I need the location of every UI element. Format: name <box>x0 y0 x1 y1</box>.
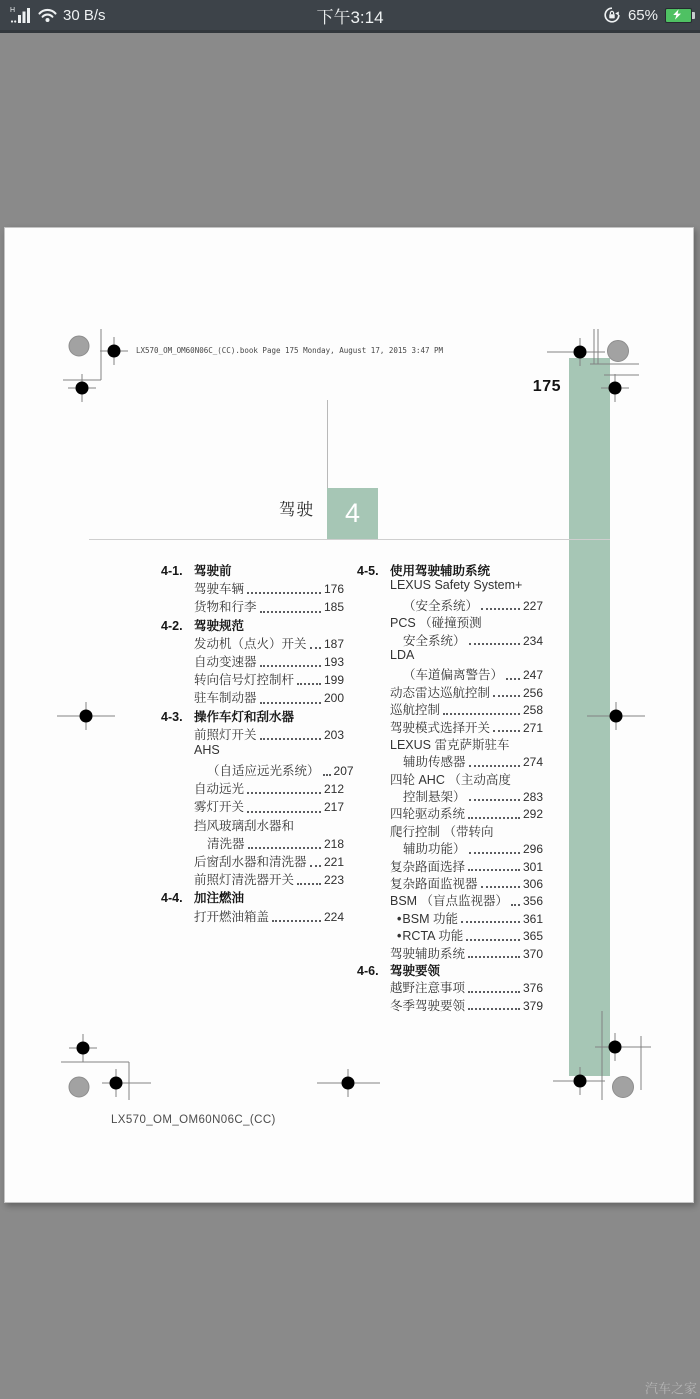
toc-entry-page: 187 <box>323 636 344 651</box>
dotted-leader <box>260 702 321 704</box>
toc-section-number: 4-2. <box>161 618 183 633</box>
dotted-leader <box>260 738 321 740</box>
toc-entry-title: 复杂路面监视器 <box>390 877 478 892</box>
toc-entry-title: 前照灯清洗器开关 <box>194 873 295 888</box>
toc-entry <box>357 839 543 856</box>
toc-entry <box>357 874 543 891</box>
toc-entry-page: 274 <box>522 755 543 770</box>
toc-entry-page: 223 <box>323 873 344 888</box>
toc-entry <box>357 787 543 804</box>
toc-entry-title: 自动远光 <box>194 782 245 797</box>
toc-column-left <box>161 561 354 925</box>
toc-entry <box>357 683 543 700</box>
toc-section-number: 4-5. <box>357 564 379 578</box>
toc-entry <box>357 996 543 1013</box>
toc-entry-page: 203 <box>323 727 344 742</box>
toc-entry <box>357 718 543 735</box>
toc-entry-page: 218 <box>323 836 344 851</box>
print-job-header: LX570_OM_OM60N06C_(CC).book Page 175 Monday, August 17, 2015 3:47 PM <box>136 346 444 355</box>
toc-entry-title: 辅助传感器 <box>403 755 466 770</box>
toc-entry-page: 296 <box>522 842 543 857</box>
toc-entry-title: 控制悬架） <box>403 790 466 805</box>
toc-entry <box>357 648 543 665</box>
toc-entry-title: 四轮 AHC （主动高度 <box>390 772 511 787</box>
dotted-leader <box>461 921 520 923</box>
toc-entry-title: AHS <box>194 742 220 757</box>
toc-entry-title: 驾驶模式选择开关 <box>390 720 491 735</box>
dotted-leader <box>468 956 520 958</box>
toc-entry <box>161 579 344 597</box>
toc-entry-title: 复杂路面选择 <box>390 859 466 874</box>
status-bar <box>0 0 700 33</box>
toc-section-heading <box>161 561 344 579</box>
toc-entry-title: 打开燃油箱盖 <box>194 909 270 924</box>
document-footer: LX570_OM_OM60N06C_(CC) <box>111 1114 276 1126</box>
toc-entry <box>161 597 344 615</box>
dotted-leader <box>468 817 520 819</box>
toc-entry-page: 258 <box>522 703 543 718</box>
toc-entry <box>357 804 543 821</box>
toc-entry <box>357 926 543 943</box>
toc-entry <box>357 613 543 630</box>
dotted-leader <box>260 611 321 613</box>
toc-entry-title: 清洗器 <box>207 836 245 851</box>
toc-entry-page: 193 <box>323 654 344 669</box>
toc-entry-title: 四轮驱动系统 <box>390 807 466 822</box>
charging-bolt-icon <box>666 9 689 20</box>
chapter-edge-bar <box>569 358 610 1076</box>
toc-section-title: 操作车灯和刮水器 <box>194 709 295 724</box>
toc-entry-title: LDA <box>390 647 415 662</box>
toc-entry <box>357 944 543 961</box>
page-number: 175 <box>532 378 561 395</box>
toc-entry-title: 前照灯开关 <box>194 727 257 742</box>
toc-entry-page: 221 <box>323 855 344 869</box>
toc-entry-title: LEXUS Safety System+ <box>390 578 523 593</box>
toc-entry-page: 356 <box>522 894 543 909</box>
toc-section-number: 4-6. <box>357 963 379 978</box>
toc-section-title: 驾驶前 <box>194 564 232 578</box>
toc-section-title: 驾驶规范 <box>194 618 245 633</box>
toc-entry-page: 292 <box>522 807 543 822</box>
toc-entry-page: 271 <box>522 720 543 735</box>
chapter-rule <box>89 539 610 540</box>
toc-entry-title: （自适应远光系统） <box>207 764 320 779</box>
toc-entry <box>161 907 344 925</box>
toc-entry <box>161 670 344 688</box>
toc-entry-title: 驻车制动器 <box>194 691 257 706</box>
toc-entry <box>161 852 344 870</box>
toc-entry-page: 365 <box>522 929 543 944</box>
toc-entry <box>357 578 543 595</box>
toc-column-right <box>357 561 543 1013</box>
toc-entry-page: 227 <box>522 598 543 613</box>
toc-entry-page: 301 <box>522 859 543 874</box>
dotted-leader <box>481 608 520 610</box>
toc-section-heading <box>161 707 344 725</box>
chapter-title: 驾驶 <box>279 501 314 519</box>
toc-entry-page: 376 <box>522 981 543 996</box>
toc-entry-title: BSM 功能 <box>402 911 458 926</box>
toc-entry-page: 212 <box>323 782 344 797</box>
bullet-icon: • <box>397 911 402 926</box>
dotted-leader <box>481 886 520 888</box>
dotted-leader <box>493 730 520 732</box>
dotted-leader <box>468 991 520 993</box>
toc-entry <box>357 700 543 717</box>
toc-entry-title: 驾驶辅助系统 <box>390 946 466 961</box>
dotted-leader <box>310 865 321 867</box>
toc-entry <box>161 725 344 743</box>
toc-entry <box>357 631 543 648</box>
toc-entry-page: 234 <box>522 633 543 648</box>
toc-entry-page: 224 <box>323 909 344 924</box>
toc-entry-title: （安全系统） <box>403 598 479 613</box>
toc-entry-title: PCS （碰撞预测 <box>390 616 482 631</box>
toc-entry-title: 发动机（点火）开关 <box>194 636 307 651</box>
toc-entry-title: 后窗刮水器和清洗器 <box>194 855 307 869</box>
clock: 下午3:14 <box>316 7 384 27</box>
toc-entry <box>161 761 354 779</box>
toc-entry <box>161 779 344 797</box>
toc-entry-title: BSM （盲点监视器） <box>390 894 509 909</box>
battery-icon <box>665 8 692 23</box>
dotted-leader <box>297 883 321 885</box>
toc-entry <box>357 857 543 874</box>
dotted-leader <box>469 643 520 645</box>
network-type-label: H <box>10 7 16 14</box>
battery-percent: 65% <box>627 6 658 24</box>
toc-entry-title: 货物和行李 <box>194 600 257 615</box>
toc-entry-title: 安全系统） <box>403 633 466 648</box>
autohome-watermark: 汽车之家 <box>644 1381 697 1396</box>
toc-section-heading <box>161 616 344 634</box>
toc-entry <box>357 770 543 787</box>
toc-entry <box>161 834 344 852</box>
toc-entry-title: （车道偏离警告） <box>403 668 504 683</box>
bullet-icon: • <box>397 929 402 944</box>
toc-entry-page: 361 <box>522 911 543 926</box>
toc-entry-title: 越野注意事项 <box>390 981 466 996</box>
manual-page <box>4 227 694 1203</box>
toc-entry-title: 冬季驾驶要领 <box>390 998 466 1013</box>
toc-entry-page: 200 <box>323 691 344 706</box>
dotted-leader <box>466 939 520 941</box>
dotted-leader <box>506 678 520 680</box>
toc-entry <box>357 822 543 839</box>
dotted-leader <box>297 683 321 685</box>
pdf-viewer[interactable] <box>0 33 700 1399</box>
toc-entry <box>161 870 344 888</box>
toc-entry-page: 217 <box>323 800 344 815</box>
toc-section-title: 使用驾驶辅助系统 <box>390 564 491 578</box>
toc-entry-page: 247 <box>522 668 543 683</box>
toc-entry <box>161 743 344 761</box>
toc-entry <box>161 652 344 670</box>
dotted-leader <box>468 1008 520 1010</box>
toc-entry-title: 巡航控制 <box>390 703 441 718</box>
toc-entry <box>161 634 344 652</box>
toc-entry-title: LEXUS 雷克萨斯驻车 <box>390 737 510 752</box>
toc-entry <box>357 909 543 926</box>
dotted-leader <box>469 765 520 767</box>
dotted-leader <box>493 695 520 697</box>
toc-entry-title: 雾灯开关 <box>194 800 245 815</box>
toc-entry-page: 199 <box>323 673 344 688</box>
dotted-leader <box>247 811 321 813</box>
toc-entry-title: 爬行控制 （带转向 <box>390 824 494 839</box>
toc-entry-page: 176 <box>323 582 344 597</box>
toc-section-heading <box>357 561 543 578</box>
dotted-leader <box>247 792 321 794</box>
toc-entry-title: 辅助功能） <box>403 842 466 857</box>
toc-entry-title: RCTA 功能 <box>402 929 464 944</box>
toc-entry <box>161 816 344 834</box>
toc-entry-title: 动态雷达巡航控制 <box>390 685 491 700</box>
dotted-leader <box>247 592 321 594</box>
toc-section-heading <box>161 888 344 906</box>
toc-entry <box>357 665 543 682</box>
toc-section-title: 加注燃油 <box>194 891 245 906</box>
chapter-guide-line <box>327 400 328 488</box>
toc-entry-page: 283 <box>522 790 543 805</box>
toc-entry-title: 挡风玻璃刮水器和 <box>194 818 295 833</box>
toc-section-heading <box>357 961 543 978</box>
toc-entry-page: 379 <box>522 998 543 1013</box>
toc-section-number: 4-3. <box>161 709 183 724</box>
chapter-number-box: 4 <box>327 488 378 539</box>
toc-entry-page: 207 <box>333 764 354 779</box>
toc-entry-page: 370 <box>522 946 543 961</box>
dotted-leader <box>323 774 331 776</box>
toc-entry <box>161 688 344 706</box>
toc-entry-page: 185 <box>323 600 344 615</box>
toc-section-title: 驾驶要领 <box>390 963 441 978</box>
dotted-leader <box>272 920 321 922</box>
toc-entry <box>357 735 543 752</box>
dotted-leader <box>469 799 520 801</box>
dotted-leader <box>248 847 321 849</box>
toc-entry-title: 驾驶车辆 <box>194 582 245 597</box>
toc-entry <box>357 596 543 613</box>
dotted-leader <box>468 869 520 871</box>
dotted-leader <box>469 852 520 854</box>
toc-entry <box>357 752 543 769</box>
toc-entry <box>357 978 543 995</box>
toc-entry <box>357 891 543 908</box>
toc-section-number: 4-4. <box>161 891 183 906</box>
dotted-leader <box>443 713 520 715</box>
toc-entry <box>161 797 344 815</box>
toc-section-number: 4-1. <box>161 564 183 578</box>
toc-entry-title: 自动变速器 <box>194 654 257 669</box>
dotted-leader <box>260 665 321 667</box>
toc-entry-page: 306 <box>522 877 543 892</box>
toc-entry-page: 256 <box>522 685 543 700</box>
dotted-leader <box>511 904 520 906</box>
network-speed: 30 B/s <box>63 6 106 24</box>
toc-entry-title: 转向信号灯控制杆 <box>194 673 295 688</box>
dotted-leader <box>310 647 321 649</box>
